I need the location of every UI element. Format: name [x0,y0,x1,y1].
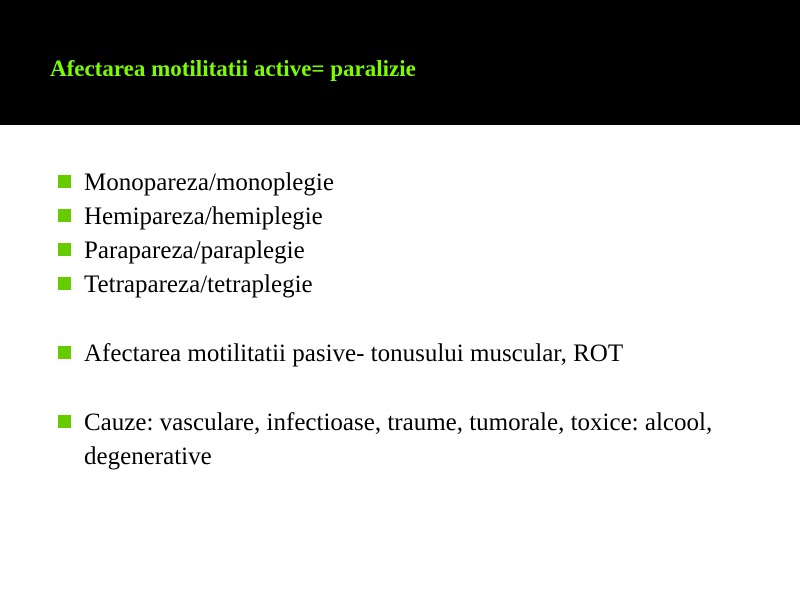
bullet-item-hemipareza [58,200,738,234]
bullet-item-parapareza [58,234,738,268]
bullet-text: Cauze: vasculare, infectioase, traume, tumorale, toxice: alcool, degenerative [84,409,713,470]
square-bullet-icon [58,175,71,188]
bullet-item-tetrapareza [58,268,738,302]
bullet-item-cauze [58,406,738,474]
bullet-text: Parapareza/paraplegie [84,237,305,264]
bullet-text: Afectarea motilitatii pasive- tonusului muscular, ROT [84,340,624,367]
square-bullet-icon [58,209,71,222]
bullet-text: Hemipareza/hemiplegie [84,203,323,230]
slide-title: Afectarea motilitatii active= paralizie [50,56,416,81]
bullet-text: Tetrapareza/tetraplegie [84,271,313,298]
square-bullet-icon [58,415,71,428]
bullet-item-monopareza [58,166,738,200]
square-bullet-icon [58,346,71,359]
bullet-list [58,166,738,474]
square-bullet-icon [58,243,71,256]
square-bullet-icon [58,277,71,290]
bullet-item-motilitate-pasiva [58,337,738,371]
bullet-text: Monopareza/monoplegie [84,169,334,196]
title-bar [0,0,800,125]
